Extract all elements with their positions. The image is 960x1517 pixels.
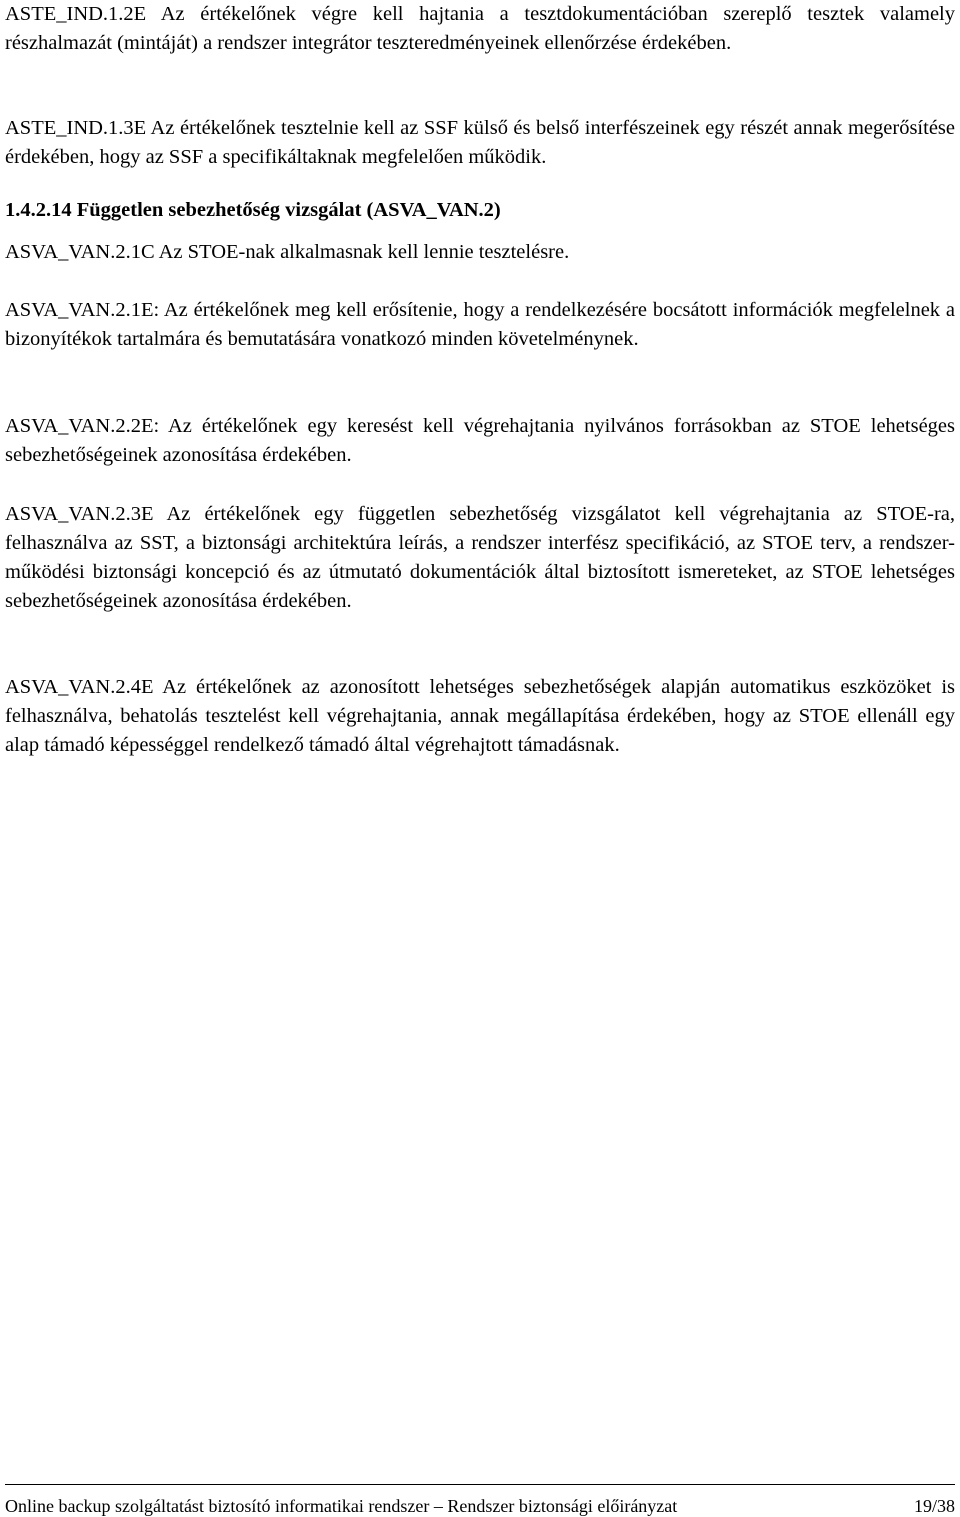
page-footer (5, 1484, 955, 1517)
paragraph-asva-van-2-3e: ASVA_VAN.2.3E Az értékelőnek egy független sebezhetőség vizsgálatot kell végrehajtania az STOE-ra, felhasználva az SST, a biztonsági architektúra leírás, a rendszer interfész specifikáció, az STOE terv, a rendszer-működési biztonsági koncepció és az útmutató dokumentációk által biztosított ismereteket, az STOE lehetséges sebezhetőségeinek azonosítása érdekében. (5, 503, 955, 612)
paragraph-asva-van-2-4e: ASVA_VAN.2.4E Az értékelőnek az azonosított lehetséges sebezhetőségek alapján automatikus eszközöket is felhasználva, behatolás tesztelést kell végrehajtania, annak megállapítása érdekében, hogy az STOE ellenáll egy alap támadó képességgel rendelkező támadó által végrehajtott támadásnak. (5, 676, 955, 756)
section-heading: 1.4.2.14 Független sebezhetőség vizsgálat (ASVA_VAN.2) (5, 199, 501, 221)
paragraph-aste-ind-1-2e: ASTE_IND.1.2E Az értékelőnek végre kell hajtania a tesztdokumentációban szereplő tesztek valamely részhalmazát (mintáját) a rendszer integrátor teszteredményeinek ellenőrzése érdekében. (5, 3, 955, 54)
footer-title: Online backup szolgáltatást biztosító informatikai rendszer – Rendszer biztonsági előirányzat (5, 1496, 678, 1516)
paragraph-asva-van-2-1e: ASVA_VAN.2.1E: Az értékelőnek meg kell erősítenie, hogy a rendelkezésére bocsátott információk megfelelnek a bizonyítékok tartalmára és bemutatására vonatkozó minden követelménynek. (5, 299, 955, 350)
paragraph-aste-ind-1-3e: ASTE_IND.1.3E Az értékelőnek tesztelnie kell az SSF külső és belső interfészeinek egy részét annak megerősítése érdekében, hogy az SSF a specifikáltaknak megfelelően működik. (5, 117, 955, 168)
paragraph-asva-van-2-1c: ASVA_VAN.2.1C Az STOE-nak alkalmasnak kell lennie tesztelésre. (5, 241, 570, 263)
page-number: 19/38 (913, 1496, 955, 1516)
paragraph-asva-van-2-2e: ASVA_VAN.2.2E: Az értékelőnek egy keresést kell végrehajtania nyilvános forrásokban az STOE lehetséges sebezhetőségeinek azonosítása érdekében. (5, 415, 955, 466)
